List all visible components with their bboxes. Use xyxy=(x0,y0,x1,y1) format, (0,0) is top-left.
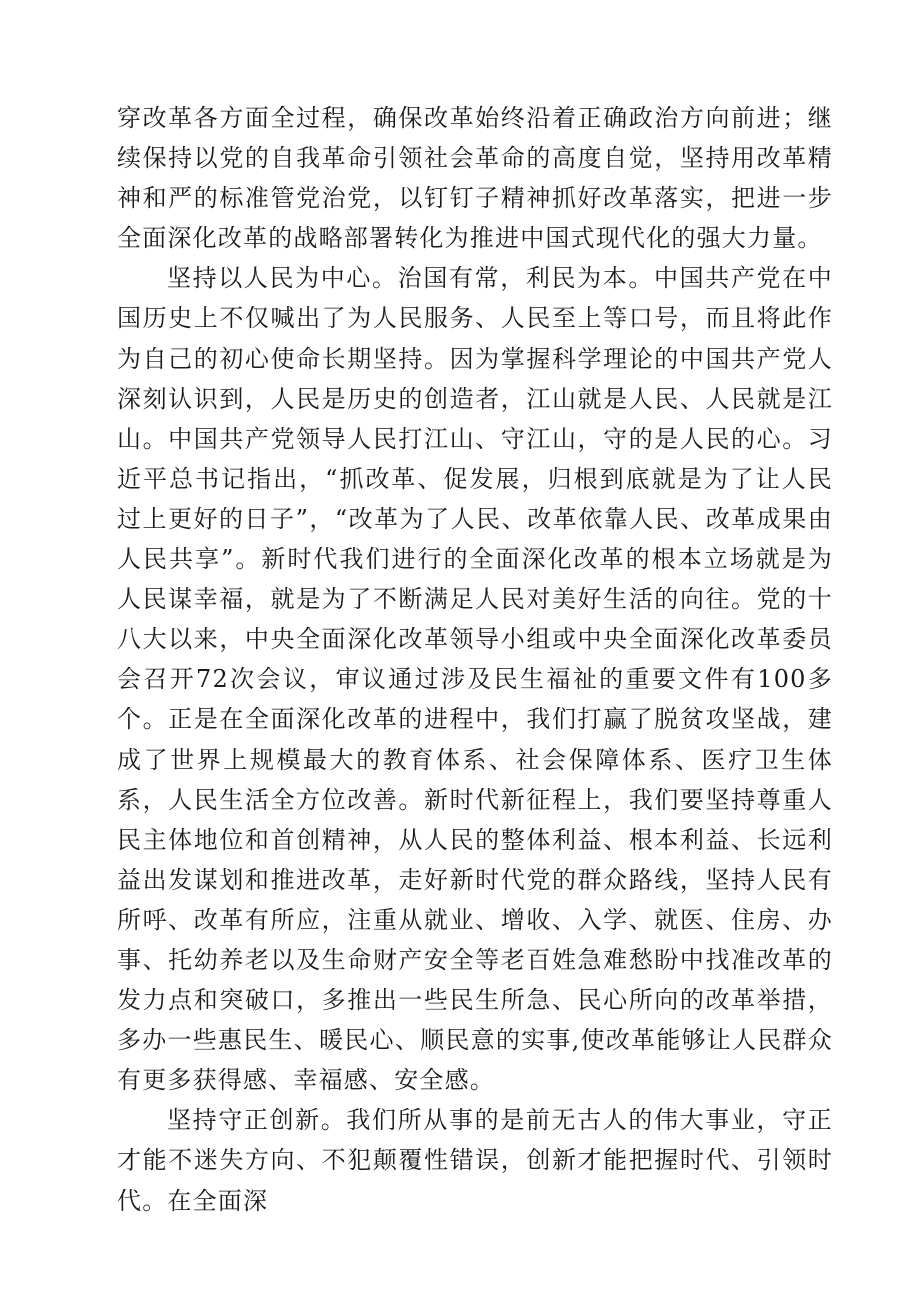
paragraph-people-centered: 坚持以人民为中心。治国有常，利民为本。中国共产党在中国历史上不仅喊出了为人民服务、人民至上等口号，而且将此作为自己的初心使命长期坚持。因为掌握科学理论的中国共产党人深刻认识到，人民是历史的创造者，江山就是人民、人民就是江山。中国共产党领导人民打江山、守江山，守的是人民的心。习近平总书记指出，“抓改革、促发展，归根到底就是为了让人民过上更好的日子”，“改革为了人民、改革依靠人民、改革成果由人民共享”。新时代我们进行的全面深化改革的根本立场就是为人民谋幸福，就是为了不断满足人民对美好生活的向往。党的十八大以来，中央全面深化改革领导小组或中央全面深化改革委员会召开72次会议，审议通过涉及民生福祉的重要文件有100多个。正是在全面深化改革的进程中，我们打赢了脱贫攻坚战，建成了世界上规模最大的教育体系、社会保障体系、医疗卫生体系，人民生活全方位改善。新时代新征程上，我们要坚持尊重人民主体地位和首创精神，从人民的整体利益、根本利益、长远利益出发谋划和推进改革，走好新时代党的群众路线，坚持人民有所呼、改革有所应，注重从就业、增收、入学、就医、住房、办事、托幼养老以及生命财产安全等老百姓急难愁盼中找准改革的发力点和突破口，多推出一些民生所急、民心所向的改革举措，多办一些惠民生、暖民心、顺民意的实事,使改革能够让人民群众有更多获得感、幸福感、安全感。 xyxy=(117,264,833,1095)
paragraph-upholding-integrity-innovation: 坚持守正创新。我们所从事的是前无古人的伟大事业，守正才能不迷失方向、不犯颠覆性错误，创新才能把握时代、引领时代。在全面深 xyxy=(117,1106,833,1215)
paragraph-continuation: 穿改革各方面全过程，确保改革始终沿着正确政治方向前进；继续保持以党的自我革命引领社会革命的高度自觉，坚持用改革精神和严的标准管党治党，以钉钉子精神抓好改革落实，把进一步全面深化改革的战略部署转化为推进中国式现代化的强大力量。 xyxy=(117,104,833,253)
document-body xyxy=(117,98,833,1221)
